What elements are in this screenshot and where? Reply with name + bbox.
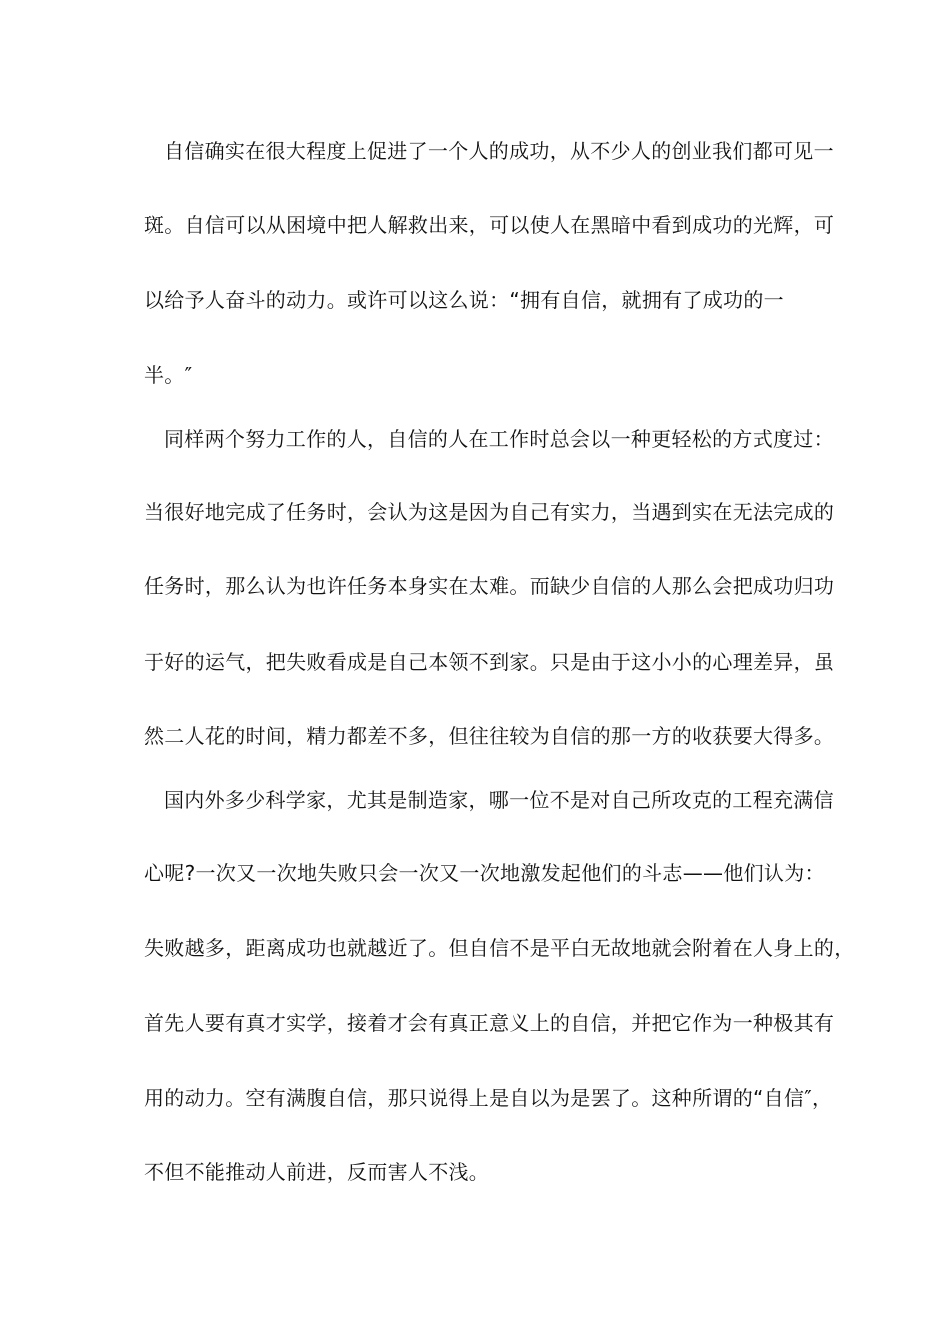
paragraph-line: 用的动力。空有满腹自信，那只说得上是自以为是罢了。这种所谓的“自信″， [144,1086,833,1110]
paragraph-line: 自信确实在很大程度上促进了一个人的成功，从不少人的创业我们都可见一 [164,139,834,163]
paragraph-line: 心呢?一次又一次地失败只会一次又一次地激发起他们的斗志——他们认为： [144,861,825,885]
paragraph-line: 于好的运气，把失败看成是自己本领不到家。只是由于这小小的心理差异，虽 [144,650,835,674]
paragraph-line: 失败越多，距离成功也就越近了。但自信不是平白无故地就会附着在人身上的， [144,936,855,960]
paragraph-line: 斑。自信可以从困境中把人解救出来，可以使人在黑暗中看到成功的光辉，可 [144,213,835,237]
paragraph-line: 半。″ [144,363,193,387]
paragraph-line: 当很好地完成了任务时，会认为这是因为自己有实力，当遇到实在无法完成的 [144,500,835,524]
paragraph-line: 然二人花的时间，精力都差不多，但往往较为自信的那一方的收获要大得多。 [144,724,835,748]
paragraph-line: 国内外多少科学家，尤其是制造家，哪一位不是对自己所攻克的工程充满信 [164,788,834,812]
paragraph-line: 同样两个努力工作的人，自信的人在工作时总会以一种更轻松的方式度过： [164,427,834,451]
paragraph-line: 不但不能推动人前进，反而害人不浅。 [144,1160,490,1184]
paragraph-line: 任务时，那么认为也许任务本身实在太难。而缺少自信的人那么会把成功归功 [144,574,835,598]
paragraph-line: 首先人要有真才实学，接着才会有真正意义上的自信，并把它作为一种极其有 [144,1011,835,1035]
paragraph-line: 以给予人奋斗的动力。或许可以这么说：“拥有自信，就拥有了成功的一 [144,288,784,312]
